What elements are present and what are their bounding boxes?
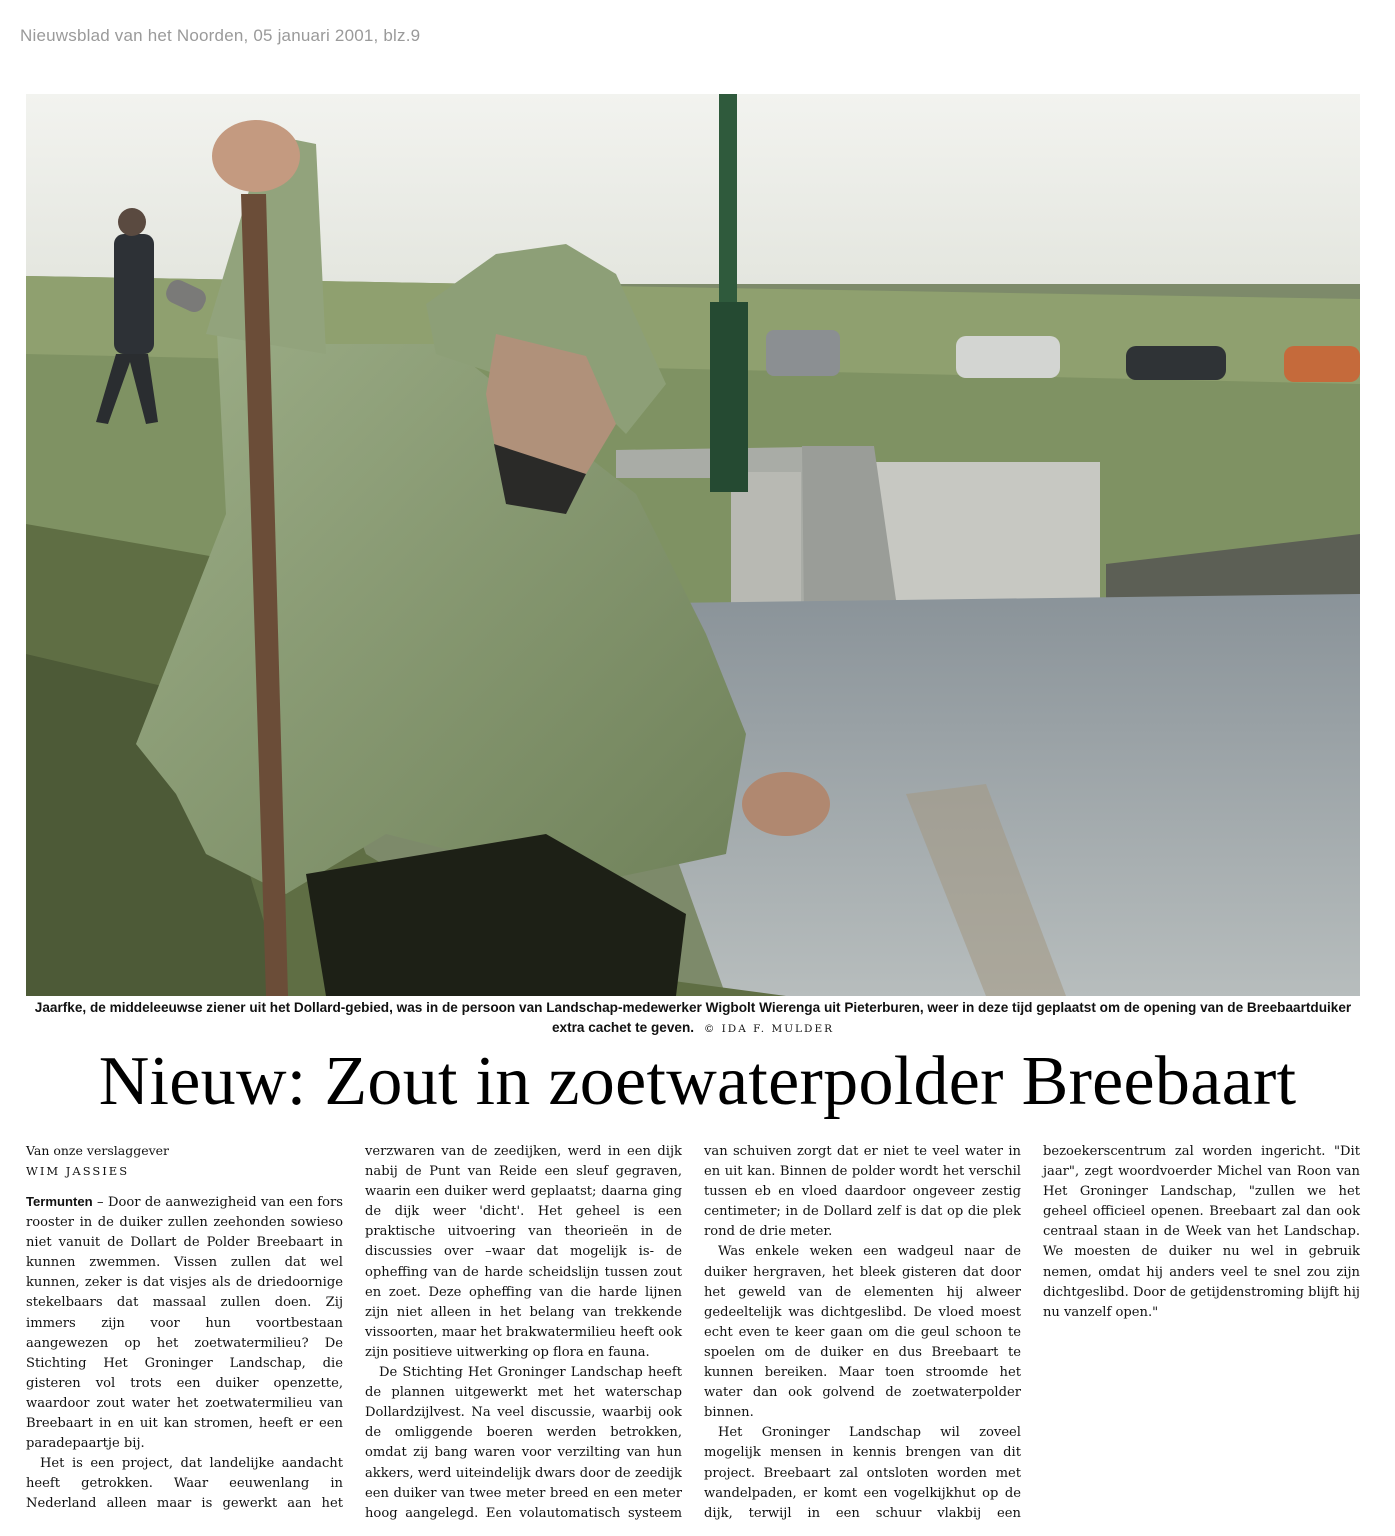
- photo-caption: [26, 998, 1360, 1039]
- byline-label: Van onze verslaggever: [26, 1143, 170, 1158]
- dateline: Termunten: [26, 1194, 93, 1209]
- headline: Nieuw: Zout in zoetwaterpolder Breebaart: [98, 1043, 1297, 1120]
- article-body: [26, 1142, 1360, 1532]
- article-paragraph: Het Groninger Landschap wil zoveel mogelijk mensen in kennis brengen van dit project. Breebaart zal ontsloten worden met wandelpaden, er komt een vogelkijkhut op de dijk, terwijl in een schuur vlakbij een bezoekerscentrum zal worden ingericht. "Dit jaar", zegt woordvoerder Michel van Roon van Het Groninger Landschap, "zullen we het geheel officieel openen. Breebaart zal dan ook centraal staan in de Week van het Landschap. We moesten de duiker nu wel in gebruik nemen, omdat hij anders veel te snel zou zijn dichtgeslibd. Door de getijdenstroming blijft hij nu vanzelf open.": [704, 1144, 1360, 1521]
- byline-name: WIM JASSIES: [26, 1164, 130, 1178]
- paragraph-text: – Door de aanwezigheid van een fors rooster in de duiker zullen zeehonden sowieso niet vanuit de Dollart de Polder Breebaart in kunnen zwemmen. Vissen zullen dat wel kunnen, zeker is dat visjes als de driedoornige stekelbaars dat massaal zullen doen. Zij immers zijn voor hun voortbestaan aangewezen op het zoetwatermilieu? De Stichting Het Groninger Landschap, die gisteren vol trots een duiker openzette, waardoor zout water het zoetwatermilieu van Breebaart in en uit kan stromen, heeft er een paradepaartje bij.: [26, 1195, 343, 1452]
- source-line: Nieuwsblad van het Noorden, 05 januari 2001, blz.9: [20, 26, 421, 45]
- article-paragraph: De Stichting Het Groninger Landschap heeft de plannen uitgewerkt met het waterschap Dollardzijlvest. Na veel discussie, waarbij ook de omliggende boeren werden betrokken, omdat zij bang waren voor verzilting van hun akkers, werd uiteindelijk dwars door de zeedijk een duiker van twee meter breed en een meter hoog aangelegd. Een volautomatisch systeem van schuiven zorgt dat er niet te veel water in en uit kan. Binnen de polder wordt het verschil tussen eb en vloed daardoor ongeveer zestig centimeter; in de Dollard zelf is dat op die plek rond de drie meter.: [365, 1144, 1021, 1521]
- article-paragraph: [26, 1192, 343, 1454]
- article-paragraph: Was enkele weken een wadgeul naar de duiker hergraven, het bleek gisteren dat door het geweld van de elementen hij alweer gedeeltelijk was dichtgeslibd. De vloed moest echt even te keer gaan om die geul schoon te spoelen om de duiker en dus Breebaart te kunnen bereiken. Maar toen stroomde het water dan ook golvend de zoetwaterpolder binnen.: [704, 1244, 1021, 1421]
- photo-credit: © IDA F. MULDER: [703, 1023, 835, 1035]
- caption-text: Jaarfke, de middeleeuwse ziener uit het Dollard-gebied, was in de persoon van Landschap-medewerker Wigbolt Wierenga uit Pieterburen, weer in deze tijd geplaatst om de opening van de Breebaartduiker extra cachet te geven.: [34, 1000, 1352, 1035]
- article-paragraph: Het is een project, dat landelijke aandacht heeft getrokken. Waar eeuwenlang in Nederland alleen maar is gewerkt aan het verzwaren van de zeedijken, werd in een dijk nabij de Punt van Reide een sleuf gegraven, waarin een duiker werd geplaatst; daarna ging de dijk weer 'dicht'. Het geheel is een praktische uitvoering van theorieën in de discussies over –waar dat mogelijk is- de opheffing van de harde scheidslijn tussen zout en zoet. Deze opheffing van die harde lijnen zijn niet alleen in het belang van trekkende vissoorten, maar het brakwatermilieu heeft ook zijn positieve uitwerking op flora en fauna.: [26, 1144, 682, 1512]
- news-photo: [26, 94, 1360, 996]
- spacer: [26, 1182, 343, 1192]
